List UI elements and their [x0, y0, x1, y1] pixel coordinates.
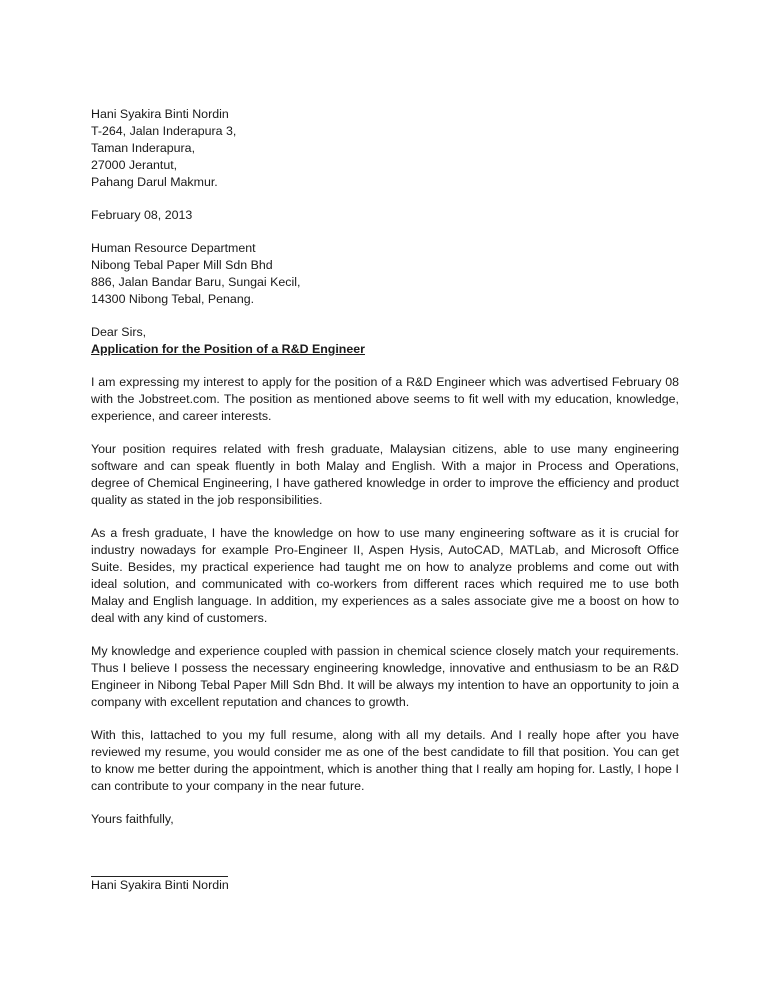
salutation: Dear Sirs, [91, 325, 147, 339]
body-paragraph: My knowledge and experience coupled with passion in chemical science closely match your requirements. Thus I believe I possess the necessary engineering knowledge, innovative and enthusiasm to be an R&D Engineer in Nibong Tebal Paper Mill Sdn Bhd. It will be always my intention to have an opportunity to join a company with excellent reputation and chances to growth. [91, 644, 679, 709]
recipient-line: Human Resource Department [91, 241, 256, 255]
letter-page [91, 106, 679, 894]
body-paragraph: With this, Iattached to you my full resume, along with all my details. And I really hope after you have reviewed my resume, you would consider me as one of the best candidate to fill that position. You can get to know me better during the appointment, which is another thing that I really am hoping for. Lastly, I hope I can contribute to your company in the near future. [91, 728, 679, 793]
body-paragraph: As a fresh graduate, I have the knowledge on how to use many engineering software as it is crucial for industry nowadays for example Pro-Engineer II, Aspen Hysis, AutoCAD, MATLab, and Microsoft Office Suite. Besides, my practical experience had taught me on how to analyze problems and come out with ideal solution, and communicated with co-workers from different races which required me to use both Malay and English language. In addition, my experiences as a sales associate give me a boost on how to deal with any kind of customers. [91, 526, 679, 625]
sender-block [91, 106, 679, 191]
body-paragraph: I am expressing my interest to apply for the position of a R&D Engineer which was advertised February 08 with the Jobstreet.com. The position as mentioned above seems to fit well with my education, knowledge, experience, and career interests. [91, 375, 679, 423]
sender-address-line: 27000 Jerantut, [91, 158, 178, 172]
closing: Yours faithfully, [91, 812, 174, 826]
signature-name: Hani Syakira Binti Nordin [91, 878, 229, 892]
subject-line: Application for the Position of a R&D Engineer [91, 342, 365, 356]
signature-line [91, 862, 228, 877]
recipient-line: Nibong Tebal Paper Mill Sdn Bhd [91, 258, 273, 272]
sender-address-line: T-264, Jalan Inderapura 3, [91, 124, 237, 138]
recipient-line: 886, Jalan Bandar Baru, Sungai Kecil, [91, 275, 301, 289]
body-paragraph: Your position requires related with fresh graduate, Malaysian citizens, able to use many engineering software and can speak fluently in both Malay and English. With a major in Process and Operations, degree of Chemical Engineering, I have gathered knowledge in order to improve the efficiency and product quality as stated in the job responsibilities. [91, 442, 679, 507]
sender-address-line: Pahang Darul Makmur. [91, 175, 218, 189]
letter-date: February 08, 2013 [91, 208, 193, 222]
sender-address-line: Taman Inderapura, [91, 141, 196, 155]
recipient-block [91, 240, 679, 308]
sender-name: Hani Syakira Binti Nordin [91, 107, 229, 121]
recipient-line: 14300 Nibong Tebal, Penang. [91, 292, 255, 306]
